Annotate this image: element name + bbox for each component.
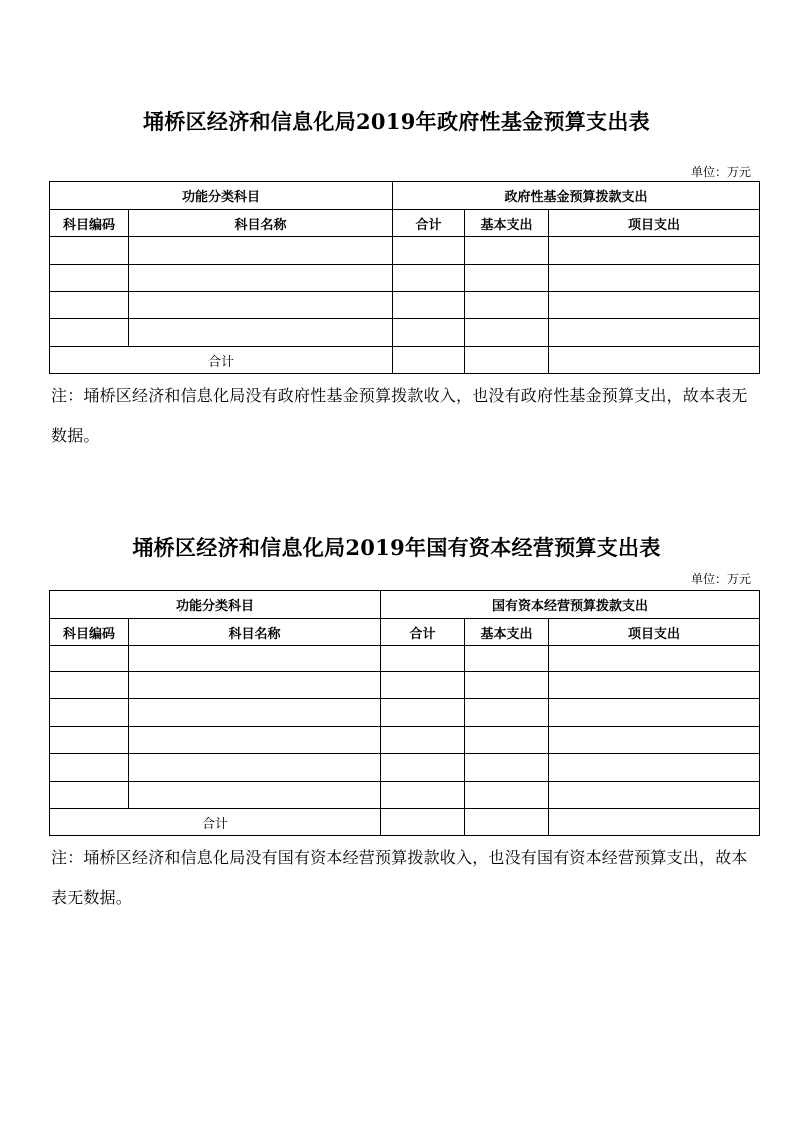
header-functional-category: 功能分类科目	[50, 591, 381, 619]
table-row	[50, 265, 760, 292]
total-row	[50, 809, 760, 836]
page-title-state-capital-budget: 埇桥区经济和信息化局2019年国有资本经营预算支出表	[132, 535, 661, 560]
note-state-capital-budget: 注：埇桥区经济和信息化局没有国有资本经营预算拨款收入，也没有国有资本经营预算支出，故本表无数据。	[51, 848, 748, 907]
col-subject-code: 科目编码	[50, 210, 129, 237]
table-row	[50, 782, 760, 809]
col-total: 合计	[381, 619, 465, 646]
table-row	[50, 754, 760, 782]
table-row	[50, 237, 760, 265]
unit-label: 单位：万元	[690, 165, 751, 179]
header-state-capital-expenditure: 国有资本经营预算拨款支出	[381, 591, 760, 619]
note-fund-budget: 注：埇桥区经济和信息化局没有政府性基金预算拨款收入，也没有政府性基金预算支出，故本表无数据。	[51, 386, 748, 445]
total-row	[50, 347, 760, 374]
table-row	[50, 727, 760, 754]
total-label: 合计	[50, 347, 393, 374]
col-subject-code: 科目编码	[50, 619, 129, 646]
table-row	[50, 292, 760, 319]
table-row	[50, 699, 760, 727]
table-row	[50, 672, 760, 699]
page-title-fund-budget: 埇桥区经济和信息化局2019年政府性基金预算支出表	[143, 109, 650, 134]
header-fund-expenditure: 政府性基金预算拨款支出	[393, 182, 760, 210]
col-total: 合计	[393, 210, 465, 237]
unit-label: 单位：万元	[690, 572, 751, 586]
col-project-expenditure: 项目支出	[549, 619, 760, 646]
col-subject-name: 科目名称	[129, 619, 381, 646]
col-project-expenditure: 项目支出	[549, 210, 760, 237]
col-basic-expenditure: 基本支出	[465, 619, 549, 646]
header-functional-category: 功能分类科目	[50, 182, 393, 210]
table-row	[50, 319, 760, 347]
state-capital-budget-table	[49, 590, 760, 836]
col-basic-expenditure: 基本支出	[465, 210, 549, 237]
fund-budget-table	[49, 181, 760, 374]
table-row	[50, 646, 760, 672]
col-subject-name: 科目名称	[129, 210, 393, 237]
total-label: 合计	[50, 809, 381, 836]
